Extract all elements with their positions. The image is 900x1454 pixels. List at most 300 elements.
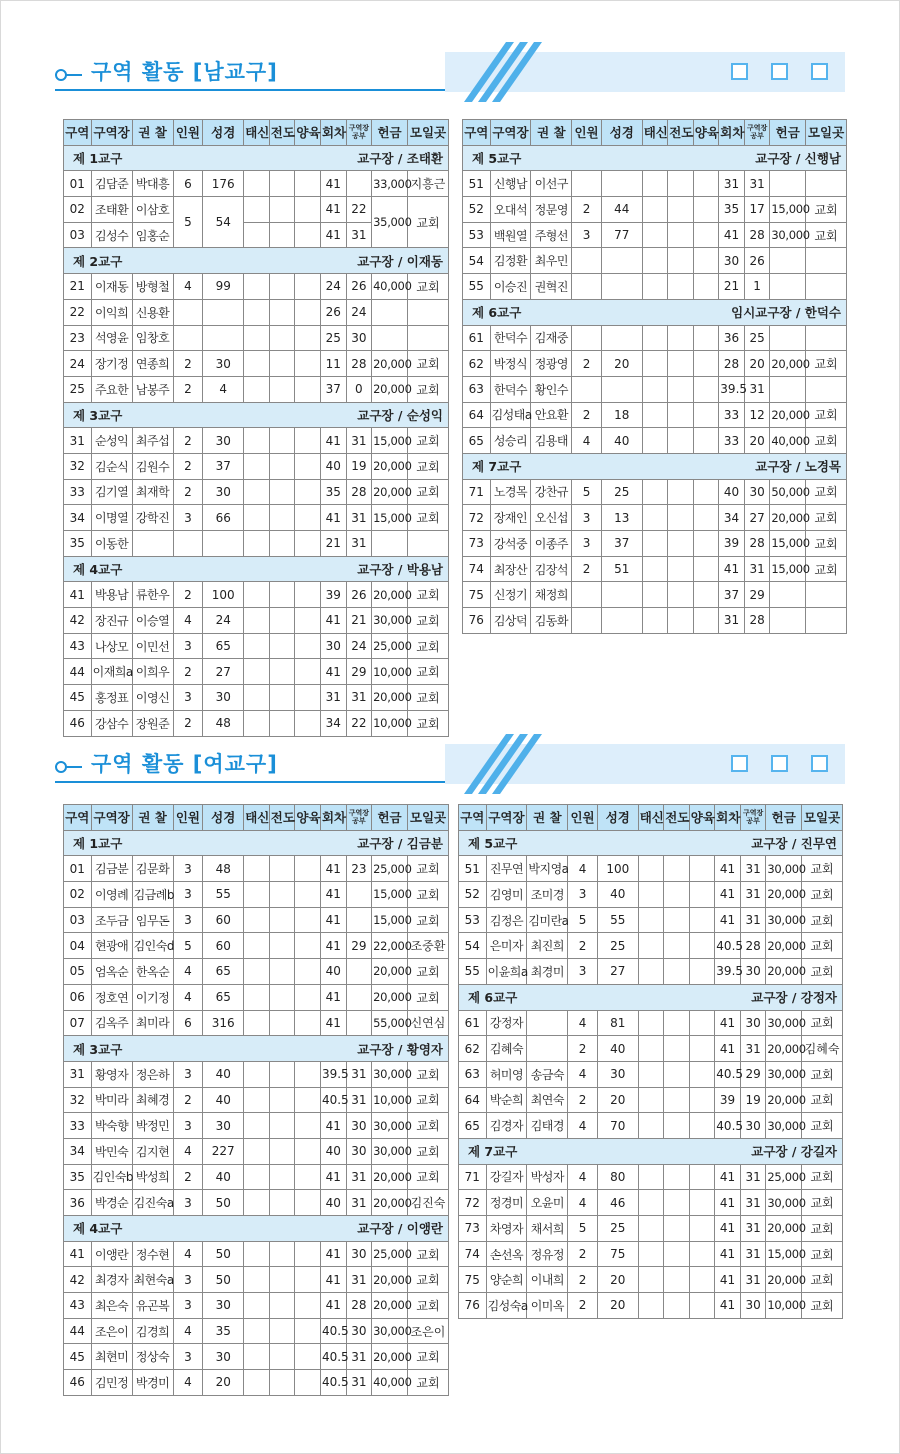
cell-members: 3 bbox=[173, 856, 203, 882]
cell-bible: 30 bbox=[203, 428, 244, 454]
cell-assistant: 이승열 bbox=[132, 608, 173, 634]
cell-bible: 50 bbox=[203, 1267, 244, 1293]
group-leader: 교구장 / 이앵란 bbox=[357, 1221, 443, 1237]
header-band bbox=[445, 744, 845, 784]
table-row bbox=[64, 274, 449, 300]
cell-venue bbox=[806, 248, 847, 274]
cell-members: 2 bbox=[568, 1293, 598, 1319]
cell-district: 35 bbox=[64, 531, 92, 557]
cell-new-believer bbox=[642, 531, 668, 557]
cell-assistant: 임홍순 bbox=[132, 222, 173, 248]
column-header-study: 구역장 공부 bbox=[346, 805, 372, 831]
cell-new-believer bbox=[244, 856, 270, 882]
cell-leader: 진무연 bbox=[486, 856, 527, 882]
cell-study: 29 bbox=[740, 1061, 766, 1087]
column-header-venue: 모일곳 bbox=[407, 805, 448, 831]
cell-venue bbox=[407, 531, 448, 557]
cell-evangelism bbox=[664, 1010, 690, 1036]
cell-district: 63 bbox=[463, 376, 491, 402]
cell-leader: 은미자 bbox=[486, 933, 527, 959]
cell-evangelism bbox=[269, 582, 295, 608]
bullet-line bbox=[66, 766, 82, 768]
cell-evangelism bbox=[269, 984, 295, 1010]
cell-bible: 40 bbox=[203, 1164, 244, 1190]
cell-bible: 18 bbox=[601, 402, 642, 428]
cell-assistant: 김진숙a bbox=[132, 1190, 173, 1216]
cell-venue: 교회 bbox=[407, 274, 448, 300]
cell-session: 41 bbox=[715, 1241, 741, 1267]
cell-nurture bbox=[295, 1318, 321, 1344]
cell-session: 39 bbox=[719, 531, 745, 557]
cell-nurture bbox=[693, 248, 719, 274]
cell-nurture bbox=[295, 933, 321, 959]
table-row bbox=[459, 1241, 843, 1267]
cell-study: 26 bbox=[744, 248, 770, 274]
cell-session: 33 bbox=[719, 428, 745, 454]
cell-session: 41 bbox=[320, 1293, 346, 1319]
cell-venue bbox=[806, 325, 847, 351]
cell-nurture bbox=[295, 325, 321, 351]
cell-district: 75 bbox=[463, 582, 491, 608]
cell-district: 42 bbox=[64, 1267, 92, 1293]
cell-assistant: 김미란a bbox=[527, 907, 568, 933]
cell-study: 31 bbox=[740, 907, 766, 933]
cell-session: 40.5 bbox=[320, 1318, 346, 1344]
cell-assistant: 박대흥 bbox=[132, 171, 173, 197]
cell-session: 41 bbox=[715, 1216, 741, 1242]
cell-bible: 25 bbox=[597, 933, 638, 959]
column-header-nurture: 양육 bbox=[295, 120, 321, 146]
cell-offering: 20,000 bbox=[372, 479, 408, 505]
cell-offering: 30,000 bbox=[766, 1190, 802, 1216]
table-men-left bbox=[63, 119, 449, 737]
cell-nurture bbox=[693, 531, 719, 557]
cell-leader: 양순희 bbox=[486, 1267, 527, 1293]
cell-study: 30 bbox=[346, 325, 372, 351]
cell-leader: 김담준 bbox=[91, 171, 132, 197]
cell-session: 41 bbox=[715, 907, 741, 933]
cell-venue bbox=[806, 608, 847, 634]
column-header-assistant: 권 찰 bbox=[531, 120, 572, 146]
cell-new-believer bbox=[244, 197, 270, 223]
cell-nurture bbox=[693, 325, 719, 351]
cell-session: 40 bbox=[320, 453, 346, 479]
group-leader: 교구장 / 순성익 bbox=[357, 407, 443, 423]
table-row bbox=[64, 1190, 449, 1216]
cell-leader: 이익희 bbox=[91, 299, 132, 325]
cell-offering: 20,000 bbox=[372, 453, 408, 479]
cell-new-believer bbox=[638, 1293, 664, 1319]
cell-nurture bbox=[693, 505, 719, 531]
cell-evangelism bbox=[664, 1241, 690, 1267]
cell-offering: 15,000 bbox=[372, 428, 408, 454]
table-row bbox=[463, 505, 847, 531]
table-row bbox=[64, 325, 449, 351]
cell-assistant: 김금례b bbox=[132, 882, 173, 908]
cell-study: 31 bbox=[740, 1267, 766, 1293]
cell-study: 30 bbox=[346, 1113, 372, 1139]
cell-nurture bbox=[295, 882, 321, 908]
cell-new-believer bbox=[642, 325, 668, 351]
table-row bbox=[64, 197, 449, 223]
cell-study bbox=[346, 984, 372, 1010]
column-header-venue: 모일곳 bbox=[806, 120, 847, 146]
column-header-venue: 모일곳 bbox=[407, 120, 448, 146]
cell-new-believer bbox=[244, 882, 270, 908]
cell-evangelism bbox=[269, 197, 295, 223]
group-header-cell bbox=[64, 248, 449, 274]
cell-offering bbox=[770, 608, 806, 634]
cell-leader: 차영자 bbox=[486, 1216, 527, 1242]
cell-bible: 24 bbox=[203, 608, 244, 634]
cell-new-believer bbox=[642, 171, 668, 197]
table-row bbox=[64, 479, 449, 505]
cell-leader: 이윤희a bbox=[486, 959, 527, 985]
cell-study bbox=[346, 907, 372, 933]
group-leader: 교구장 / 노경목 bbox=[755, 459, 841, 475]
cell-study: 31 bbox=[346, 685, 372, 711]
square-icon bbox=[731, 63, 748, 80]
cell-nurture bbox=[693, 608, 719, 634]
cell-members: 2 bbox=[568, 1036, 598, 1062]
cell-district: 07 bbox=[64, 1010, 92, 1036]
cell-evangelism bbox=[664, 1164, 690, 1190]
cell-session: 41 bbox=[320, 428, 346, 454]
cell-district: 45 bbox=[64, 685, 92, 711]
cell-venue: 교회 bbox=[407, 582, 448, 608]
cell-study: 30 bbox=[740, 1293, 766, 1319]
table-row bbox=[459, 882, 843, 908]
cell-venue: 교회 bbox=[806, 479, 847, 505]
cell-bible: 25 bbox=[601, 479, 642, 505]
cell-venue: 교회 bbox=[802, 1190, 843, 1216]
column-header-leader: 구역장 bbox=[91, 805, 132, 831]
table-row bbox=[64, 1370, 449, 1396]
cell-offering: 30,000 bbox=[766, 1113, 802, 1139]
cell-venue: 교회 bbox=[407, 428, 448, 454]
cell-assistant: 김인숙d bbox=[132, 933, 173, 959]
cell-new-believer bbox=[244, 453, 270, 479]
cell-district: 61 bbox=[463, 325, 491, 351]
cell-bible: 40 bbox=[597, 882, 638, 908]
cell-new-believer bbox=[642, 428, 668, 454]
cell-evangelism bbox=[269, 933, 295, 959]
cell-session: 41 bbox=[715, 1164, 741, 1190]
cell-session: 41 bbox=[320, 197, 346, 223]
cell-members: 2 bbox=[572, 351, 602, 377]
cell-session: 39.5 bbox=[320, 1061, 346, 1087]
cell-members: 4 bbox=[572, 428, 602, 454]
cell-session: 37 bbox=[320, 376, 346, 402]
cell-session: 31 bbox=[719, 608, 745, 634]
table-row bbox=[463, 531, 847, 557]
column-header-district: 구역 bbox=[463, 120, 491, 146]
column-header-offering: 헌금 bbox=[766, 805, 802, 831]
cell-new-believer bbox=[642, 376, 668, 402]
cell-bible bbox=[601, 248, 642, 274]
cell-assistant: 주형선 bbox=[531, 222, 572, 248]
table-row bbox=[459, 1190, 843, 1216]
cell-venue: 교회 bbox=[806, 556, 847, 582]
cell-assistant: 장원준 bbox=[132, 710, 173, 736]
cell-study: 25 bbox=[744, 325, 770, 351]
cell-assistant: 정수현 bbox=[132, 1241, 173, 1267]
group-name: 제 3교구 bbox=[73, 407, 123, 423]
cell-district: 64 bbox=[463, 402, 491, 428]
cell-district: 65 bbox=[459, 1113, 487, 1139]
cell-venue: 교회 bbox=[407, 633, 448, 659]
square-icon bbox=[771, 63, 788, 80]
cell-session: 40 bbox=[320, 1190, 346, 1216]
cell-study: 31 bbox=[346, 1370, 372, 1396]
table-row bbox=[64, 505, 449, 531]
cell-district: 24 bbox=[64, 351, 92, 377]
cell-new-believer bbox=[638, 1241, 664, 1267]
table-row bbox=[64, 531, 449, 557]
cell-nurture bbox=[689, 933, 715, 959]
cell-evangelism bbox=[664, 1061, 690, 1087]
cell-evangelism bbox=[269, 1241, 295, 1267]
column-header-leader: 구역장 bbox=[91, 120, 132, 146]
cell-offering: 30,000 bbox=[766, 856, 802, 882]
cell-evangelism bbox=[269, 1138, 295, 1164]
cell-study: 31 bbox=[744, 556, 770, 582]
cell-new-believer bbox=[244, 479, 270, 505]
square-icon bbox=[811, 63, 828, 80]
table-row bbox=[64, 659, 449, 685]
cell-venue: 교회 bbox=[806, 197, 847, 223]
cell-evangelism bbox=[269, 659, 295, 685]
cell-study: 26 bbox=[346, 582, 372, 608]
table-row bbox=[463, 351, 847, 377]
cell-session: 40.5 bbox=[320, 1370, 346, 1396]
group-name: 제 4교구 bbox=[73, 562, 123, 578]
cell-members: 2 bbox=[568, 1241, 598, 1267]
cell-new-believer bbox=[638, 1010, 664, 1036]
cell-venue: 교회 bbox=[407, 376, 448, 402]
cell-members bbox=[173, 299, 203, 325]
cell-district: 36 bbox=[64, 1190, 92, 1216]
table-row bbox=[463, 376, 847, 402]
column-header-offering: 헌금 bbox=[372, 120, 408, 146]
cell-leader: 조태환 bbox=[91, 197, 132, 223]
cell-new-believer bbox=[638, 959, 664, 985]
table-row bbox=[64, 685, 449, 711]
cell-members: 3 bbox=[173, 1113, 203, 1139]
cell-leader: 엄옥순 bbox=[91, 959, 132, 985]
cell-evangelism bbox=[668, 402, 694, 428]
cell-leader: 이재희a bbox=[91, 659, 132, 685]
cell-offering bbox=[770, 274, 806, 300]
cell-leader: 강길자 bbox=[486, 1164, 527, 1190]
cell-nurture bbox=[689, 1010, 715, 1036]
cell-assistant: 오신섭 bbox=[531, 505, 572, 531]
group-leader: 교구장 / 강정자 bbox=[751, 990, 837, 1006]
cell-venue: 교회 bbox=[407, 959, 448, 985]
cell-venue bbox=[407, 299, 448, 325]
cell-assistant bbox=[527, 1010, 568, 1036]
cell-members bbox=[572, 248, 602, 274]
cell-bible bbox=[601, 582, 642, 608]
cell-members: 2 bbox=[568, 1267, 598, 1293]
cell-study: 30 bbox=[740, 959, 766, 985]
table-row bbox=[64, 1318, 449, 1344]
group-header-row bbox=[64, 1216, 449, 1242]
cell-venue bbox=[806, 582, 847, 608]
cell-session: 41 bbox=[719, 222, 745, 248]
cell-bible bbox=[203, 325, 244, 351]
cell-study: 26 bbox=[346, 274, 372, 300]
group-header-row bbox=[459, 1138, 843, 1164]
cell-offering: 15,000 bbox=[770, 531, 806, 557]
cell-nurture bbox=[295, 453, 321, 479]
cell-offering: 15,000 bbox=[372, 882, 408, 908]
cell-offering bbox=[372, 531, 408, 557]
table-row bbox=[64, 299, 449, 325]
cell-venue: 교회 bbox=[407, 505, 448, 531]
table-row bbox=[64, 856, 449, 882]
cell-assistant: 최진희 bbox=[527, 933, 568, 959]
cell-study: 21 bbox=[346, 608, 372, 634]
cell-evangelism bbox=[269, 1267, 295, 1293]
cell-district: 74 bbox=[463, 556, 491, 582]
cell-bible: 48 bbox=[203, 710, 244, 736]
cell-new-believer bbox=[638, 907, 664, 933]
cell-new-believer bbox=[244, 325, 270, 351]
cell-nurture bbox=[295, 197, 321, 223]
section-header-men bbox=[55, 52, 845, 94]
cell-leader: 이명열 bbox=[91, 505, 132, 531]
cell-offering: 50,000 bbox=[770, 479, 806, 505]
cell-new-believer bbox=[244, 633, 270, 659]
cell-study: 20 bbox=[744, 351, 770, 377]
cell-session: 41 bbox=[320, 505, 346, 531]
column-header-session: 회차 bbox=[715, 805, 741, 831]
cell-venue: 교회 bbox=[407, 984, 448, 1010]
cell-venue: 교회 bbox=[407, 1241, 448, 1267]
cell-new-believer bbox=[638, 1216, 664, 1242]
group-leader: 교구장 / 신행남 bbox=[755, 151, 841, 167]
cell-bible: 20 bbox=[203, 1370, 244, 1396]
cell-leader: 김정환 bbox=[490, 248, 531, 274]
cell-venue: 교회 bbox=[802, 1241, 843, 1267]
cell-new-believer bbox=[244, 531, 270, 557]
cell-evangelism bbox=[269, 376, 295, 402]
table-row bbox=[463, 402, 847, 428]
cell-offering bbox=[372, 325, 408, 351]
group-header-row bbox=[463, 299, 847, 325]
group-header-cell bbox=[64, 556, 449, 582]
group-header-cell bbox=[64, 402, 449, 428]
title-underline bbox=[55, 781, 450, 783]
group-leader: 임시교구장 / 한덕수 bbox=[731, 305, 841, 321]
cell-bible: 176 bbox=[203, 171, 244, 197]
cell-assistant: 권혁진 bbox=[531, 274, 572, 300]
cell-bible: 51 bbox=[601, 556, 642, 582]
cell-evangelism bbox=[269, 274, 295, 300]
cell-assistant: 채정희 bbox=[531, 582, 572, 608]
cell-leader: 노경목 bbox=[490, 479, 531, 505]
table-header-row bbox=[64, 120, 449, 146]
cell-evangelism bbox=[269, 351, 295, 377]
cell-venue: 교회 bbox=[407, 1267, 448, 1293]
cell-study: 31 bbox=[740, 856, 766, 882]
cell-members: 4 bbox=[173, 959, 203, 985]
cell-study: 31 bbox=[346, 531, 372, 557]
column-header-session: 회차 bbox=[320, 805, 346, 831]
cell-assistant: 박지영a bbox=[527, 856, 568, 882]
cell-offering: 15,000 bbox=[770, 197, 806, 223]
cell-bible: 4 bbox=[203, 376, 244, 402]
cell-nurture bbox=[295, 479, 321, 505]
cell-offering: 30,000 bbox=[372, 1113, 408, 1139]
cell-leader: 조두금 bbox=[91, 907, 132, 933]
cell-session: 21 bbox=[320, 531, 346, 557]
cell-session: 41 bbox=[320, 1164, 346, 1190]
cell-members: 4 bbox=[173, 984, 203, 1010]
cell-new-believer bbox=[642, 351, 668, 377]
group-header-row bbox=[463, 453, 847, 479]
group-header-cell bbox=[459, 984, 843, 1010]
cell-evangelism bbox=[668, 376, 694, 402]
cell-district: 35 bbox=[64, 1164, 92, 1190]
cell-offering: 35,000 bbox=[372, 197, 408, 248]
cell-session: 41 bbox=[715, 1267, 741, 1293]
cell-venue: 김진숙 bbox=[407, 1190, 448, 1216]
cell-nurture bbox=[295, 274, 321, 300]
cell-bible: 20 bbox=[597, 1267, 638, 1293]
cell-district: 71 bbox=[459, 1164, 487, 1190]
cell-study: 31 bbox=[740, 1241, 766, 1267]
cell-session: 40.5 bbox=[320, 1344, 346, 1370]
square-icon bbox=[811, 755, 828, 772]
cell-venue: 교회 bbox=[407, 1061, 448, 1087]
cell-evangelism bbox=[269, 531, 295, 557]
cell-bible: 75 bbox=[597, 1241, 638, 1267]
cell-session: 41 bbox=[320, 1267, 346, 1293]
cell-venue: 교회 bbox=[407, 1293, 448, 1319]
group-header-row bbox=[459, 830, 843, 856]
cell-bible bbox=[601, 376, 642, 402]
group-header-row bbox=[64, 248, 449, 274]
cell-nurture bbox=[295, 608, 321, 634]
cell-offering: 55,000 bbox=[372, 1010, 408, 1036]
cell-assistant: 김동화 bbox=[531, 608, 572, 634]
cell-members: 2 bbox=[173, 453, 203, 479]
cell-nurture bbox=[693, 428, 719, 454]
cell-assistant: 김재중 bbox=[531, 325, 572, 351]
cell-members: 4 bbox=[173, 1370, 203, 1396]
cell-session: 41 bbox=[715, 1010, 741, 1036]
cell-district: 75 bbox=[459, 1267, 487, 1293]
cell-study: 31 bbox=[346, 222, 372, 248]
cell-bible: 44 bbox=[601, 197, 642, 223]
cell-district: 22 bbox=[64, 299, 92, 325]
cell-evangelism bbox=[668, 479, 694, 505]
cell-venue bbox=[806, 171, 847, 197]
cell-district: 73 bbox=[463, 531, 491, 557]
cell-assistant: 정광영 bbox=[531, 351, 572, 377]
cell-evangelism bbox=[668, 197, 694, 223]
cell-evangelism bbox=[664, 959, 690, 985]
cell-venue: 교회 bbox=[802, 933, 843, 959]
cell-assistant: 정상숙 bbox=[132, 1344, 173, 1370]
cell-bible: 20 bbox=[597, 1293, 638, 1319]
cell-evangelism bbox=[668, 222, 694, 248]
cell-evangelism bbox=[664, 1267, 690, 1293]
cell-session: 36 bbox=[719, 325, 745, 351]
cell-study: 31 bbox=[346, 1344, 372, 1370]
